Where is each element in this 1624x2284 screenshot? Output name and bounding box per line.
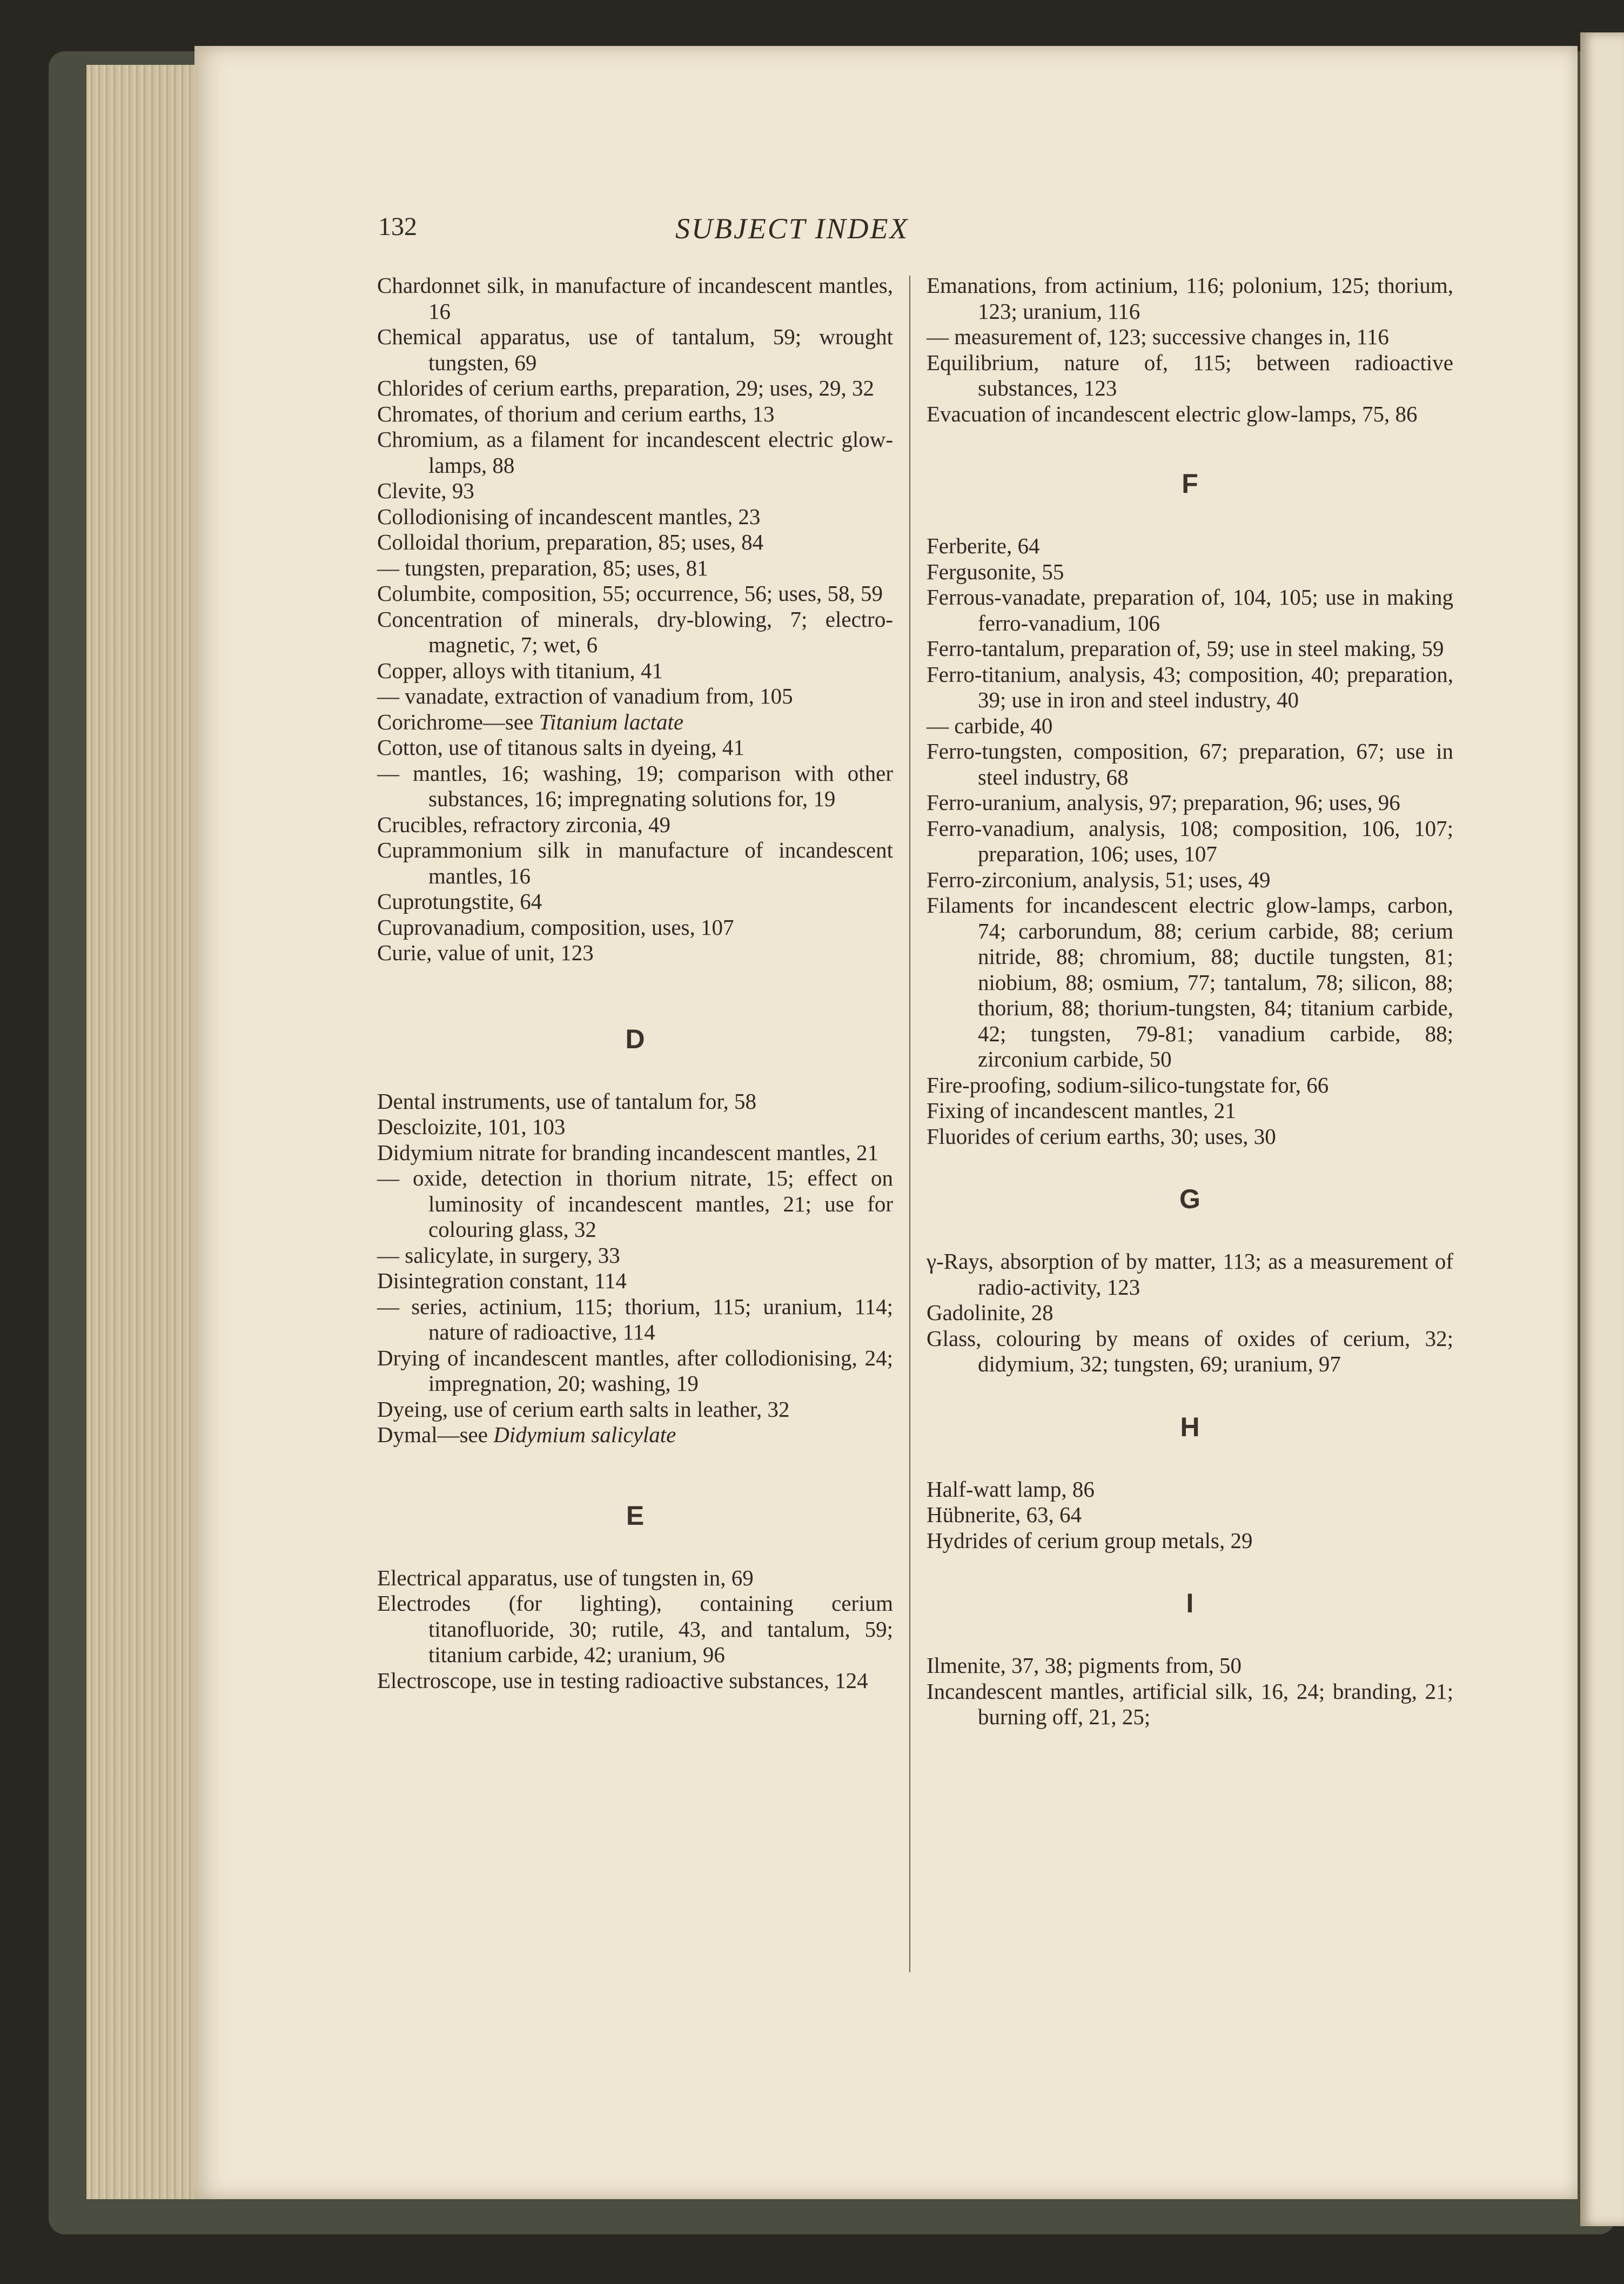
index-entry: — salicylate, in surgery, 33 [377,1242,620,1268]
section-letter-d: D [625,1023,645,1054]
index-entry: Electrodes (for lighting), containing cerium titanofluoride, 30; rutile, 43, and tantalum, 59; titanium carbide, 42; uranium, 96 [377,1591,893,1667]
facing-page-edge [1580,32,1624,2226]
index-entry: Clevite, 93 [377,478,474,503]
index-entry-corichrome [377,709,893,735]
index-entry: Ferro-vanadium, analysis, 108; composition, 106, 107; preparation, 106; uses, 107 [927,815,1453,866]
index-entry: Didymium nitrate for branding incandescent mantles, 21 [377,1140,878,1165]
index-entry: Crucibles, refractory zirconia, 49 [377,812,671,837]
index-entry: Chromium, as a filament for incandescent electric glow-lamps, 88 [377,427,893,478]
index-entry: Ferrous-vanadate, preparation of, 104, 105; use in making ferro-vanadium, 106 [927,585,1453,635]
index-entry: Electroscope, use in testing radioactive substances, 124 [377,1667,868,1693]
index-entry: Ferro-titanium, analysis, 43; composition, 40; preparation, 39; use in iron and steel industry, 40 [927,661,1453,712]
right-column [927,273,1453,1730]
index-entry: — vanadate, extraction of vanadium from, 105 [377,684,793,708]
index-entry: Hübnerite, 63, 64 [927,1502,1082,1527]
index-entry: Columbite, composition, 55; occurrence, 56; uses, 58, 59 [377,581,883,606]
page-stack-edge [86,65,205,2199]
index-entry: Cuprovanadium, composition, uses, 107 [377,914,734,940]
index-entry: Chardonnet silk, in manufacture of incandescent mantles, 16 [377,273,893,324]
index-entry: Filaments for incandescent electric glow-lamps, carbon, 74; carborundum, 88; cerium carbide, 88; cerium nitride, 88; chromium, 88; ductile tungsten, 81; niobium, 88; osmium, 77; tantalum, 78; silicon, 88; thorium, 88; thorium-tungsten, 84; titanium carbide, 42; tungsten, 79-81; vanadium carbide, 88; zirconium carbide, 50 [927,893,1453,1071]
entry-text: Dymal—see [377,1422,494,1447]
index-entry: Chromates, of thorium and cerium earths, 13 [377,401,775,426]
column-divider [909,276,910,1972]
page-number: 132 [378,212,417,241]
index-entry: Disintegration constant, 114 [377,1268,627,1293]
index-entry: Gadolinite, 28 [927,1300,1053,1325]
index-entry: Dental instruments, use of tantalum for, 58 [377,1088,757,1114]
index-entry: Cuprammonium silk in manufacture of incandescent mantles, 16 [377,838,893,888]
index-entry: Ferberite, 64 [927,533,1040,558]
index-entry: Fire-proofing, sodium-silico-tungstate for, 66 [927,1072,1329,1097]
index-entry: γ-Rays, absorption of by matter, 113; as a measurement of radio-activity, 123 [927,1249,1453,1300]
index-entry: — tungsten, preparation, 85; uses, 81 [377,555,708,580]
index-entry: Cotton, use of titanous salts in dyeing, 41 [377,735,744,760]
cross-reference: Didymium salicylate [493,1422,676,1447]
index-entry: Copper, alloys with titanium, 41 [377,658,663,683]
left-column [377,273,893,1693]
index-entry: Ferro-tungsten, composition, 67; preparation, 67; use in steel industry, 68 [927,739,1453,789]
index-entry: Cuprotungstite, 64 [377,889,542,914]
index-entry: Fixing of incandescent mantles, 21 [927,1098,1236,1123]
index-entry: Fergusonite, 55 [927,559,1064,584]
index-entry: Ilmenite, 37, 38; pigments from, 50 [927,1653,1242,1678]
cross-reference: Titanium lactate [539,709,684,734]
index-entry: Ferro-uranium, analysis, 97; preparation, 96; uses, 96 [927,790,1400,815]
index-entry: Colloidal thorium, preparation, 85; uses, 84 [377,530,764,554]
index-entry: Electrical apparatus, use of tungsten in, 69 [377,1565,754,1590]
index-entry: Equilibrium, nature of, 115; between radioactive substances, 123 [927,350,1453,400]
index-entry: Fluorides of cerium earths, 30; uses, 30 [927,1123,1276,1149]
index-entry: Curie, value of unit, 123 [377,940,594,965]
index-entry: Chemical apparatus, use of tantalum, 59; wrought tungsten, 69 [377,324,893,375]
index-entry: Dyeing, use of cerium earth salts in leather, 32 [377,1396,790,1422]
index-entry: Hydrides of cerium group metals, 29 [927,1528,1253,1553]
index-entry: Emanations, from actinium, 116; polonium, 125; thorium, 123; uranium, 116 [927,273,1453,324]
section-letter-h: H [1180,1411,1200,1442]
index-entry: Collodionising of incandescent mantles, 23 [377,504,761,529]
index-entry: — mantles, 16; washing, 19; comparison with other substances, 16; impregnating solutions for, 19 [377,760,893,811]
index-entry: Incandescent mantles, artificial silk, 16, 24; branding, 21; burning off, 21, 25; [927,1678,1453,1729]
index-entry: Drying of incandescent mantles, after collodionising, 24; impregnation, 20; washing, 19 [377,1345,893,1396]
index-entry: Ferro-tantalum, preparation of, 59; use in steel making, 59 [927,636,1444,661]
index-entry: — carbide, 40 [927,713,1053,738]
index-entry: — oxide, detection in thorium nitrate, 15; effect on luminosity of incandescent mantles, 21; use for colouring glass, 32 [377,1166,893,1242]
index-entry: — series, actinium, 115; thorium, 115; uranium, 114; nature of radioactive, 114 [377,1294,893,1344]
index-entry: — measurement of, 123; successive changes in, 116 [927,324,1389,349]
index-entry: Descloizite, 101, 103 [377,1114,566,1139]
running-head: SUBJECT INDEX [675,212,909,245]
index-entry: Half-watt lamp, 86 [927,1476,1095,1502]
index-entry: Ferro-zirconium, analysis, 51; uses, 49 [927,867,1271,892]
index-entry: Chlorides of cerium earths, preparation, 29; uses, 29, 32 [377,376,874,400]
section-letter-g: G [1179,1184,1200,1214]
section-letter-i: I [1186,1588,1194,1618]
index-entry-dymal [377,1422,893,1448]
index-entry: Evacuation of incandescent electric glow-lamps, 75, 86 [927,401,1418,426]
page-header [378,212,1081,250]
section-letter-f: F [1182,468,1198,499]
entry-text: Corichrome—see [377,709,539,734]
index-entry: Glass, colouring by means of oxides of cerium, 32; didymium, 32; tungsten, 69; uranium, 97 [927,1325,1453,1376]
index-entry: Concentration of minerals, dry-blowing, 7; electro-magnetic, 7; wet, 6 [377,606,893,657]
section-letter-e: E [626,1500,645,1531]
